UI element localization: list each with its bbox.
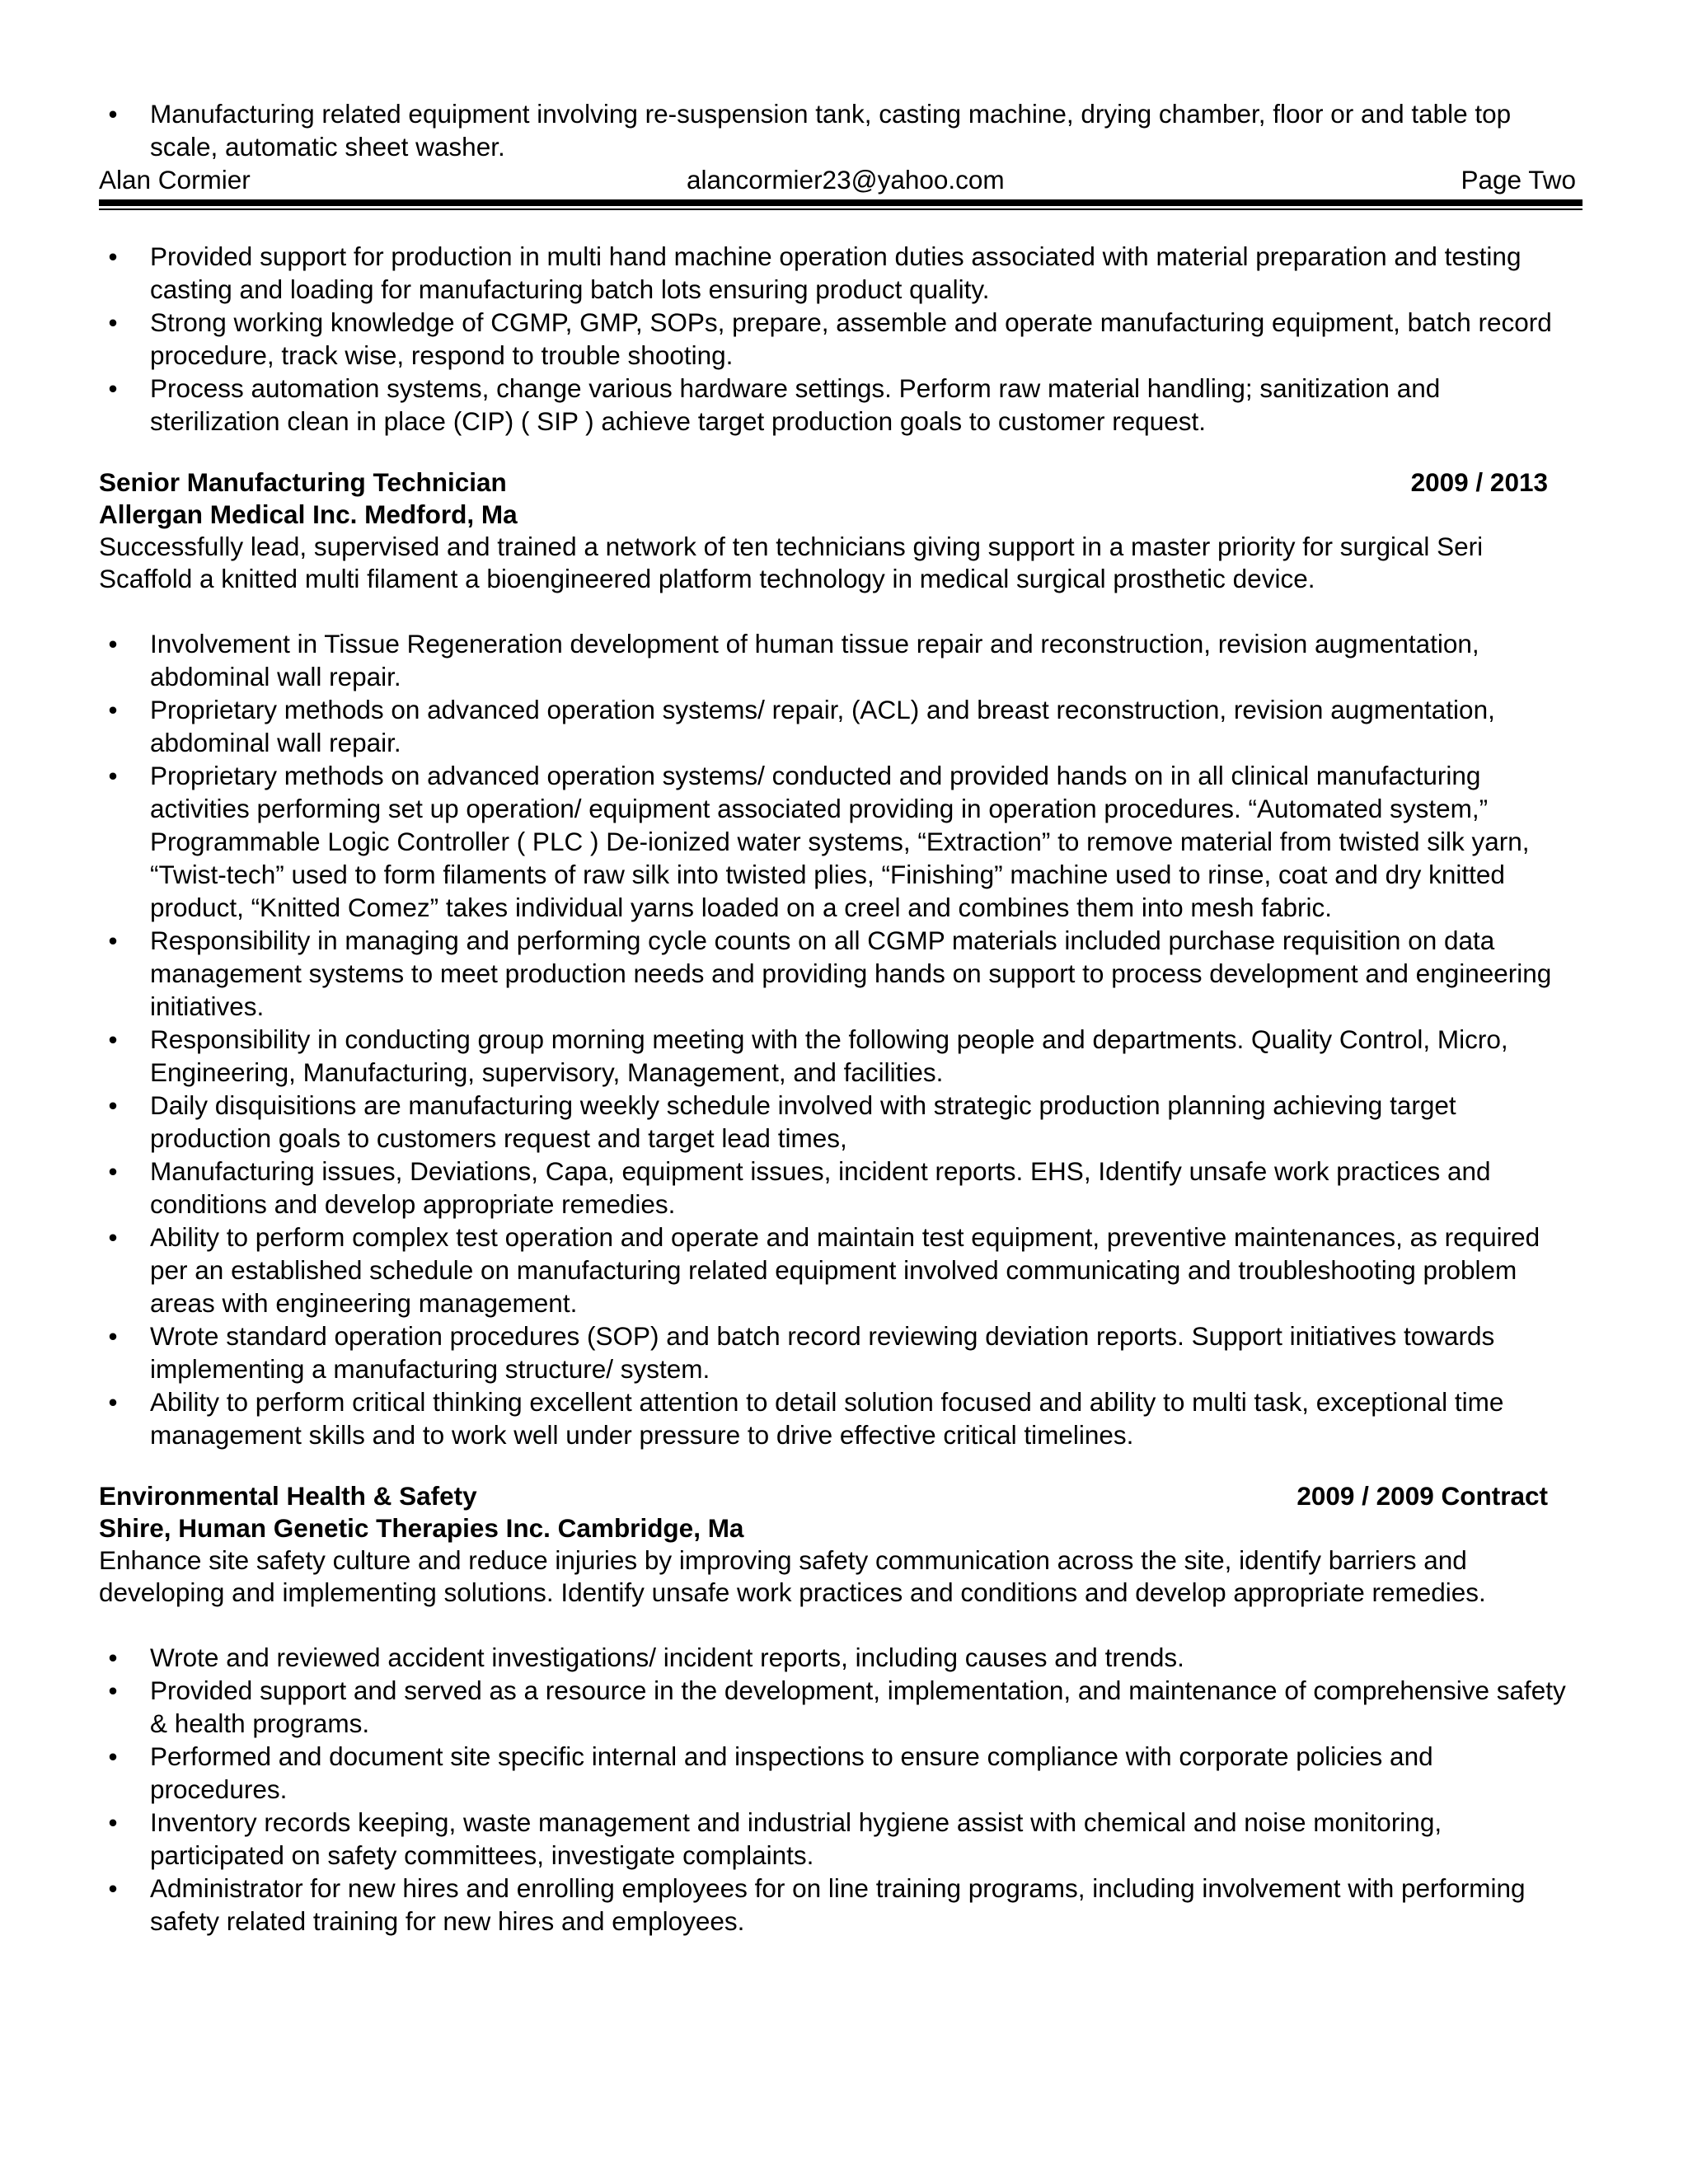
candidate-name: Alan Cormier [99,165,251,194]
bullet-icon: • [108,1024,118,1054]
bullet-icon: • [108,1741,118,1771]
bullet-item: • Proprietary methods on advanced operation systems/ conducted and provided hands on in all clinical manufacturing activities performing set up operation/ equipment associated providing in operation procedures. “Automated system,” Programmable Logic Controller ( PLC ) De-ionized water systems, “Extraction” to remove material from twisted silk yarn, “Twist-tech” used to form filaments of raw silk into twisted plies, “Finishing” machine used to rinse, coat and dry knitted product, “Knitted Comez” takes individual yarns loaded on a creel and combines them into mesh fabric. [99,759,1576,924]
bullet-item: • Strong working knowledge of CGMP, GMP, SOPs, prepare, assemble and operate manufacturing equipment, batch record procedure, track wise, respond to trouble shooting. [99,306,1576,372]
page-number: Page Two [1461,165,1576,194]
job-header [99,1480,1576,1512]
bullet-icon: • [108,241,118,271]
company-name: Shire, Human Genetic Therapies Inc. Cambridge, Ma [99,1513,744,1543]
bullet-item: • Proprietary methods on advanced operation systems/ repair, (ACL) and breast reconstruction, revision augmentation, abdominal wall repair. [99,693,1576,759]
bullet-item: • Responsibility in managing and performing cycle counts on all CGMP materials included purchase requisition on data management systems to meet production needs and providing hands on support to process development and engineering initiatives. [99,924,1576,1023]
bullet-item: • Ability to perform complex test operation and operate and maintain test equipment, preventive maintenances, as required per an established schedule on manufacturing related equipment involved communicating and troubleshooting problem areas with engineering management. [99,1221,1576,1319]
resume-page [99,97,1576,1938]
bullet-item: • Wrote standard operation procedures (SOP) and batch record reviewing deviation reports. Support initiatives towards implementing a manufacturing structure/ system. [99,1319,1576,1385]
bullet-item: • Provided support and served as a resource in the development, implementation, and maintenance of comprehensive safety & health programs. [99,1674,1576,1740]
job-summary: Successfully lead, supervised and trained a network of ten technicians giving support in a master priority for surgical Seri Scaffold a knitted multi filament a bioengineered platform technology in medical surgical prosthetic device. [99,532,1484,593]
bullet-icon: • [108,1675,118,1705]
bullet-item: • Inventory records keeping, waste management and industrial hygiene assist with chemical and noise monitoring, participated on safety committees, investigate complaints. [99,1806,1576,1872]
job-bullets [99,627,1576,1451]
job-section-allergan [99,466,1576,1451]
bullet-icon: • [108,629,118,658]
bullet-icon: • [108,926,118,955]
company-name: Allergan Medical Inc. Medford, Ma [99,499,518,529]
bullet-icon: • [108,373,118,403]
top-bullets [99,240,1576,438]
job-dates: 2009 / 2013 [1410,467,1548,497]
bullet-icon: • [108,1321,118,1351]
bullet-item: • Involvement in Tissue Regeneration development of human tissue repair and reconstruction, revision augmentation, abdominal wall repair. [99,627,1576,693]
bullet-item: • Wrote and reviewed accident investigations/ incident reports, including causes and trends. [99,1641,1576,1674]
bullet-icon: • [108,1807,118,1837]
bullet-icon: • [108,1090,118,1120]
job-summary: Enhance site safety culture and reduce injuries by improving safety communication across the site, identify barriers and developing and implementing solutions. Identify unsafe work practices and conditions and develop appropriate remedies. [99,1545,1486,1607]
bullet-item: • Performed and document site specific internal and inspections to ensure compliance with corporate policies and procedures. [99,1740,1576,1806]
job-dates: 2009 / 2009 Contract [1296,1481,1548,1511]
bullet-item: • Administrator for new hires and enrolling employees for on line training programs, including involvement with performing safety related training for new hires and employees. [99,1872,1576,1938]
candidate-email: alancormier23@yahoo.com [687,165,1005,194]
bullet-item: • Ability to perform critical thinking excellent attention to detail solution focused and ability to multi task, exceptional time management skills and to work well under pressure to drive effective critical timelines. [99,1385,1576,1451]
bullet-icon: • [108,99,118,129]
job-title: Environmental Health & Safety [99,1481,477,1511]
bullet-item: • Process automation systems, change various hardware settings. Perform raw material handling; sanitization and sterilization clean in place (CIP) ( SIP ) achieve target production goals to customer request. [99,372,1576,438]
bullet-icon: • [108,1643,118,1672]
bullet-icon: • [108,1387,118,1417]
bullet-item: • Responsibility in conducting group morning meeting with the following people and departments. Quality Control, Micro, Engineering, Manufacturing, supervisory, Management, and facilities. [99,1023,1576,1089]
bullet-item: • Provided support for production in multi hand machine operation duties associated with material preparation and testing casting and loading for manufacturing batch lots ensuring product quality. [99,240,1576,306]
page-header [99,163,1576,196]
bullet-icon: • [108,1156,118,1186]
bullet-icon: • [108,761,118,790]
bullet-item: • Manufacturing issues, Deviations, Capa, equipment issues, incident reports. EHS, Identify unsafe work practices and conditions and develop appropriate remedies. [99,1155,1576,1221]
bullet-icon: • [108,307,118,337]
bullet-item: • Manufacturing related equipment involving re-suspension tank, casting machine, drying chamber, floor or and table top scale, automatic sheet washer. [99,97,1576,163]
header-divider-thick [99,199,1582,206]
bullet-icon: • [108,1873,118,1903]
job-title: Senior Manufacturing Technician [99,467,507,497]
bullet-icon: • [108,1222,118,1252]
intro-bullets [99,97,1576,163]
header-divider-thin [99,209,1582,210]
bullet-icon: • [108,695,118,724]
bullet-item: • Daily disquisitions are manufacturing weekly schedule involved with strategic production planning achieving target production goals to customers request and target lead times, [99,1089,1576,1155]
job-bullets [99,1641,1576,1938]
job-section-shire [99,1480,1576,1938]
job-header [99,466,1576,499]
